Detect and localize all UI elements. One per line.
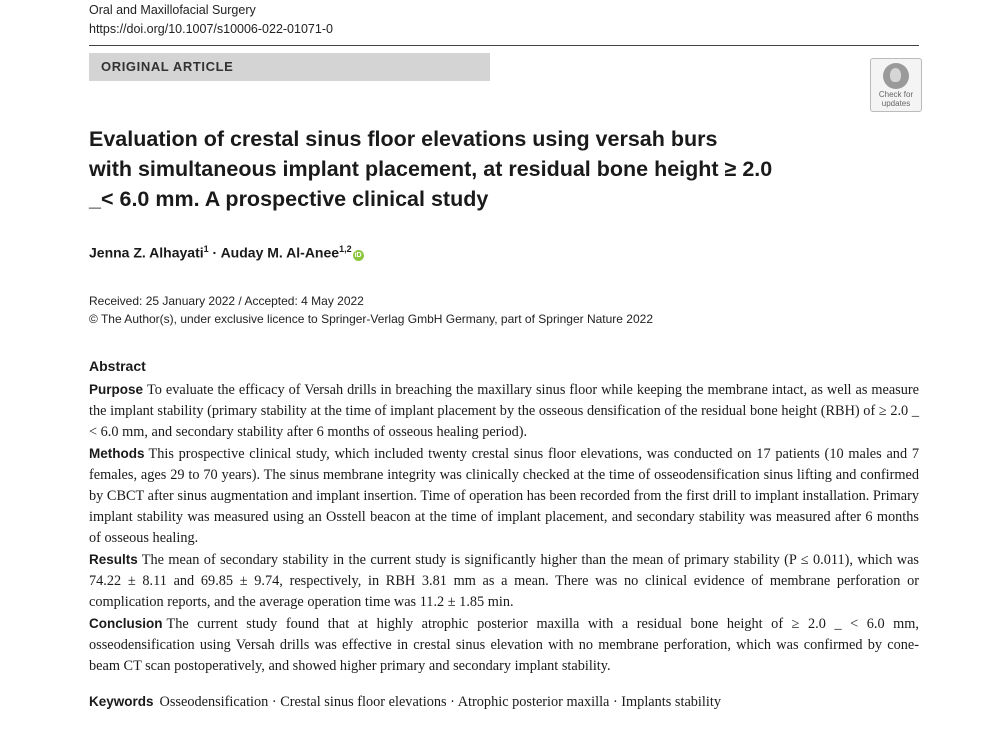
author-affiliation: 1,2 [339,244,352,254]
purpose-text: To evaluate the efficacy of Versah drills in breaching the maxillary sinus floor while keeping the membrane intact, as well as measure the implant stability (primary stability at the time of implant placement by the osseous densification of the residual bone height (RBH) of ≥ 2.0 _ < 6.0 mm, and secondary stability after 6 months of osseous healing period). [89,382,919,440]
keywords-text: Osseodensification · Crestal sinus floor elevations · Atrophic posterior maxilla · Implants stability [159,694,721,710]
abstract-body [89,379,919,677]
check-for-updates-badge[interactable] [870,58,922,112]
check-updates-line1: Check for [878,90,914,99]
keywords [89,694,919,711]
author-name[interactable]: Jenna Z. Alhayati [89,244,204,261]
header-divider [89,45,919,46]
abstract-heading: Abstract [89,358,146,374]
title-line-3: _< 6.0 mm. A prospective clinical study [89,187,489,211]
title-line-1: Evaluation of crestal sinus floor elevations using versah burs [89,127,718,151]
results-text: The mean of secondary stability in the current study is significantly higher than the mean of primary stability (P ≤ 0.011), which was 74.22 ± 8.11 and 69.85 ± 9.74, respectively, in RBH 3.81 mm as a mean. There was no clinical evidence of membrane perforation or complication reports, and the average operation time was 11.2 ± 1.85 min. [89,552,919,610]
copyright-notice: © The Author(s), under exclusive licence to Springer-Verlag GmbH Germany, part of Springer Nature 2022 [89,312,653,326]
article-type-bar [89,53,490,81]
methods-label: Methods [89,446,145,461]
author-name[interactable]: Auday M. Al-Anee [220,244,340,261]
orcid-icon[interactable]: iD [354,251,362,259]
abstract-results [89,549,919,613]
abstract-methods [89,443,919,549]
conclusion-label: Conclusion [89,616,163,631]
author-list [89,244,364,261]
purpose-label: Purpose [89,382,144,397]
methods-text: This prospective clinical study, which included twenty crestal sinus floor elevations, was conducted on 17 patients (10 males and 7 females, ages 29 to 70 years). The sinus membrane integrity was clinically checked at the time of osseodensification sinus lifting and confirmed by CBCT after sinus augmentation and implant insertion. Time of operation has been recorded from the first drill to implant installation. Primary implant stability was measured using an Osstell beacon at the time of implant placement, and secondary stability was measured after 6 months of osseous healing. [89,446,919,546]
author-separator: · [208,244,221,261]
results-label: Results [89,552,138,567]
check-updates-line2: updates [881,99,911,108]
article-title [89,124,869,214]
journal-name: Oral and Maxillofacial Surgery [89,3,256,17]
keywords-label: Keywords [89,694,154,709]
received-accepted-dates: Received: 25 January 2022 / Accepted: 4 May 2022 [89,294,364,308]
title-line-2: with simultaneous implant placement, at residual bone height ≥ 2.0 [89,157,773,181]
conclusion-text: The current study found that at highly atrophic posterior maxilla with a residual bone height of ≥ 2.0 _ < 6.0 mm, osseodensification using Versah drills was effective in crestal sinus elevation with no membrane perforation, which was confirmed by cone-beam CT scan postoperatively, and showed higher primary and secondary implant stability. [89,616,919,674]
abstract-conclusion [89,613,919,677]
article-type-label: ORIGINAL ARTICLE [101,59,234,74]
abstract-purpose [89,379,919,443]
doi-link[interactable]: https://doi.org/10.1007/s10006-022-01071-0 [89,22,333,36]
check-updates-icon [883,63,909,89]
author-affiliation: 1 [203,244,209,254]
